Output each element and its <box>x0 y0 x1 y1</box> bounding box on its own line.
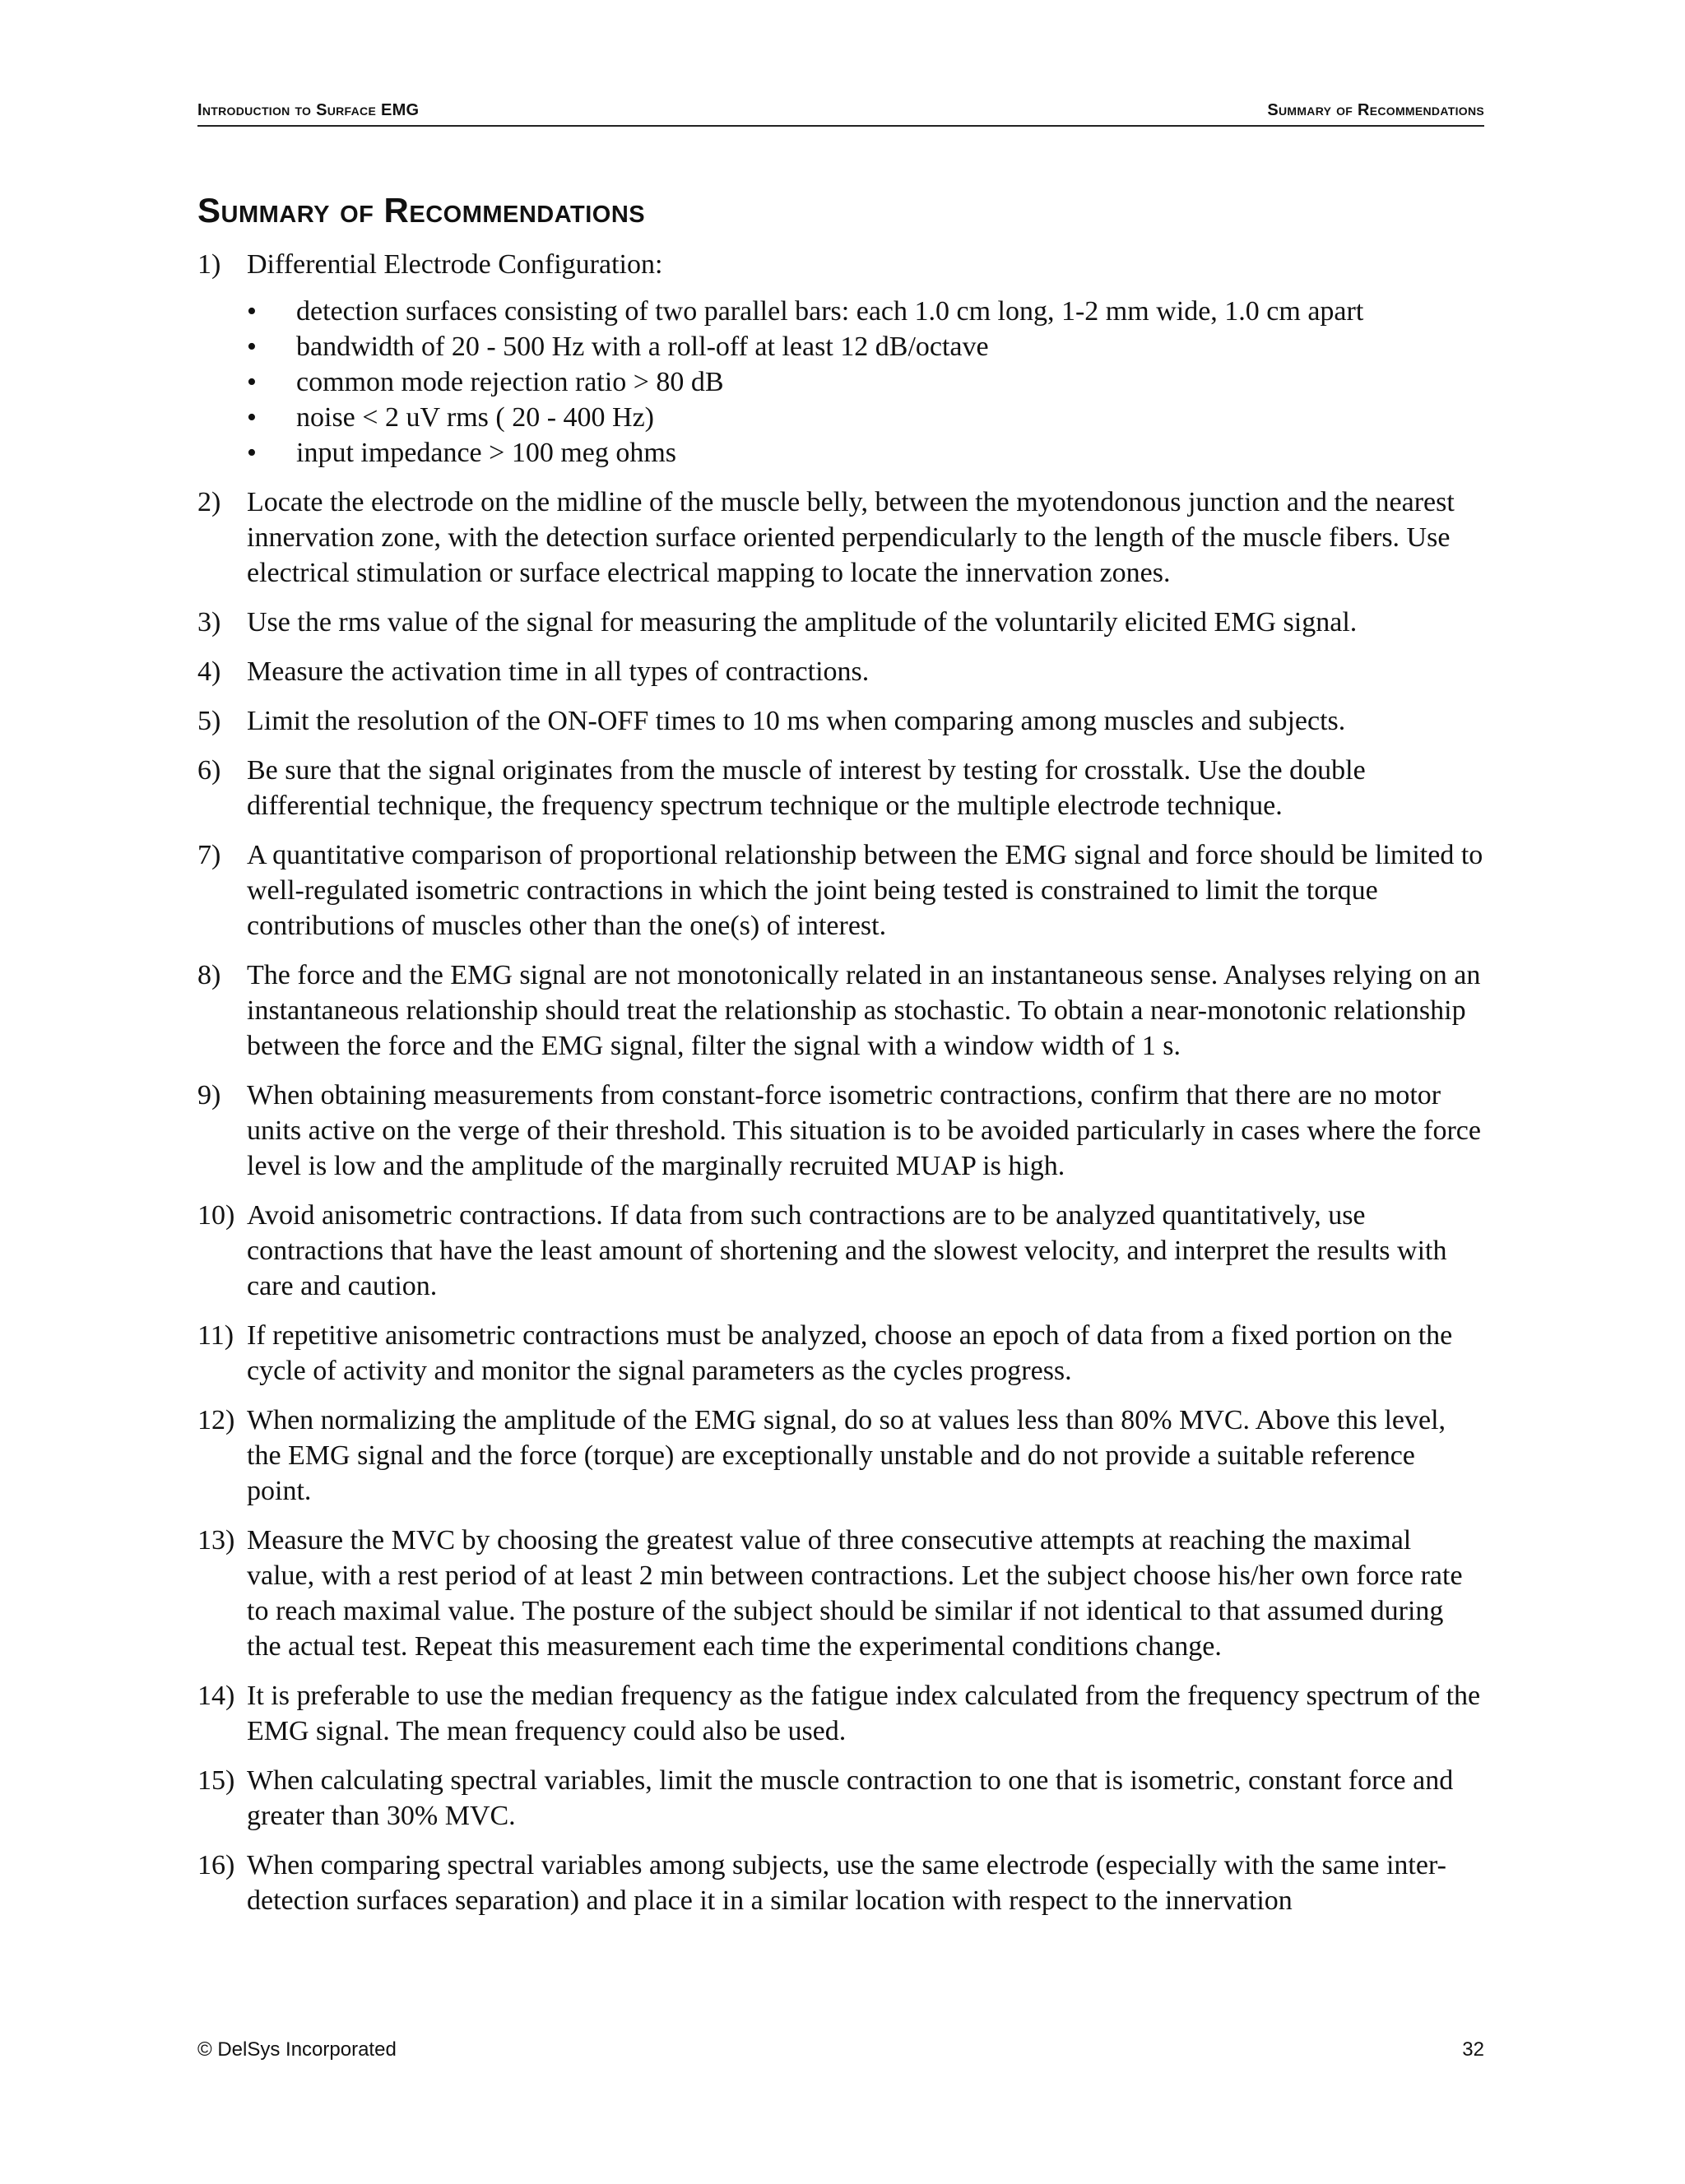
recommendation-item <box>197 247 1484 471</box>
item-number: 4) <box>197 656 221 687</box>
item-text: A quantitative comparison of proportional relationship between the EMG signal and force should be limited to well-regulated isometric contractions in which the joint being tested is constrained to limit the torque contributions of muscles other than the one(s) of interest. <box>247 840 1483 941</box>
recommendation-item <box>197 958 1484 1064</box>
bullet-icon: • <box>247 402 257 433</box>
recommendation-item <box>197 1678 1484 1749</box>
bullet-icon: • <box>247 296 257 327</box>
item-text: Locate the electrode on the midline of the muscle belly, between the myotendonous junction and the nearest innervation zone, with the detection surface oriented perpendicularly to the length of the muscle fibers. Use electrical stimulation or surface electrical mapping to locate the innervation zones. <box>247 487 1455 588</box>
item-text: Avoid anisometric contractions. If data from such contractions are to be analyzed quantitatively, use contractions that have the least amount of shortening and the slowest velocity, and interpret the results with care and caution. <box>247 1200 1447 1301</box>
item-number: 12) <box>197 1405 235 1435</box>
bullet-item <box>247 400 1484 435</box>
item-text: Limit the resolution of the ON-OFF times to 10 ms when comparing among muscles and subjects. <box>247 706 1346 736</box>
recommendation-item <box>197 837 1484 944</box>
item-number: 8) <box>197 960 221 990</box>
item-number: 7) <box>197 840 221 870</box>
item-number: 11) <box>197 1320 234 1351</box>
bullet-text: detection surfaces consisting of two parallel bars: each 1.0 cm long, 1-2 mm wide, 1.0 cm apart <box>296 296 1364 327</box>
item-text: If repetitive anisometric contractions must be analyzed, choose an epoch of data from a fixed portion on the cycle of activity and monitor the signal parameters as the cycles progress. <box>247 1320 1453 1386</box>
copyright-text: © DelSys Incorporated <box>197 2038 397 2061</box>
item-text: Measure the activation time in all types of contractions. <box>247 656 870 687</box>
recommendations-list <box>197 247 1484 1932</box>
item-number: 5) <box>197 706 221 736</box>
recommendation-item <box>197 1403 1484 1509</box>
recommendation-item <box>197 605 1484 640</box>
item-text: When comparing spectral variables among subjects, use the same electrode (especially with the same inter-detection surfaces separation) and place it in a similar location with respect to the innervation <box>247 1850 1446 1916</box>
item-number: 6) <box>197 755 221 786</box>
item-number: 3) <box>197 607 221 638</box>
recommendation-item <box>197 1198 1484 1304</box>
page-number: 32 <box>1462 2038 1484 2061</box>
recommendation-item <box>197 1318 1484 1389</box>
recommendation-item <box>197 1523 1484 1664</box>
item-text: When normalizing the amplitude of the EMG signal, do so at values less than 80% MVC. Above this level, the EMG signal and the force (torque) are exceptionally unstable and do not provide a suitable reference point. <box>247 1405 1446 1506</box>
item-text: The force and the EMG signal are not monotonically related in an instantaneous sense. Analyses relying on an instantaneous relationship should treat the relationship as stochastic. To obtain a near-monotonic relationship between the force and the EMG signal, filter the signal with a window width of 1 s. <box>247 960 1481 1061</box>
item-number: 13) <box>197 1525 235 1556</box>
item-text: When obtaining measurements from constant-force isometric contractions, confirm that there are no motor units active on the verge of their threshold. This situation is to be avoided particularly in cases where the force level is low and the amplitude of the marginally recruited MUAP is high. <box>247 1080 1481 1181</box>
recommendation-item <box>197 1848 1484 1918</box>
item-text: When calculating spectral variables, limit the muscle contraction to one that is isometric, constant force and greater than 30% MVC. <box>247 1765 1454 1831</box>
bullet-icon: • <box>247 332 257 362</box>
item-text: Use the rms value of the signal for measuring the amplitude of the voluntarily elicited EMG signal. <box>247 607 1358 638</box>
bullet-text: common mode rejection ratio > 80 dB <box>296 367 724 397</box>
item-number: 14) <box>197 1681 235 1711</box>
recommendation-item <box>197 1078 1484 1184</box>
recommendation-item <box>197 1763 1484 1834</box>
item-number: 10) <box>197 1200 235 1231</box>
item-number: 16) <box>197 1850 235 1880</box>
bullet-list <box>247 294 1484 471</box>
section-title: Summary of Recommendations <box>197 191 646 230</box>
item-number: 9) <box>197 1080 221 1111</box>
running-header <box>197 92 1484 127</box>
bullet-item <box>247 435 1484 471</box>
bullet-icon: • <box>247 367 257 397</box>
recommendation-item <box>197 703 1484 739</box>
bullet-item <box>247 294 1484 329</box>
item-number: 15) <box>197 1765 235 1796</box>
bullet-item <box>247 364 1484 400</box>
header-left-text: Introduction to Surface EMG <box>197 101 420 119</box>
item-number: 1) <box>197 249 221 280</box>
item-text: Be sure that the signal originates from the muscle of interest by testing for crosstalk. Use the double differential technique, the frequency spectrum technique or the multiple electrode technique. <box>247 755 1366 821</box>
recommendation-item <box>197 654 1484 689</box>
recommendation-item <box>197 485 1484 591</box>
item-text: Differential Electrode Configuration: <box>247 249 663 280</box>
bullet-text: input impedance > 100 meg ohms <box>296 438 677 468</box>
item-text: Measure the MVC by choosing the greatest value of three consecutive attempts at reaching the maximal value, with a rest period of at least 2 min between contractions. Let the subject choose his/her own force rate to reach maximal value. The posture of the subject should be similar if not identical to that assumed during the actual test. Repeat this measurement each time the experimental conditions change. <box>247 1525 1463 1662</box>
header-right-text: Summary of Recommendations <box>1267 101 1484 119</box>
recommendation-item <box>197 753 1484 823</box>
bullet-text: noise < 2 uV rms ( 20 - 400 Hz) <box>296 402 654 433</box>
item-text: It is preferable to use the median frequency as the fatigue index calculated from the frequency spectrum of the EMG signal. The mean frequency could also be used. <box>247 1681 1481 1746</box>
bullet-text: bandwidth of 20 - 500 Hz with a roll-off at least 12 dB/octave <box>296 332 989 362</box>
item-number: 2) <box>197 487 221 517</box>
bullet-item <box>247 329 1484 364</box>
bullet-icon: • <box>247 438 257 468</box>
